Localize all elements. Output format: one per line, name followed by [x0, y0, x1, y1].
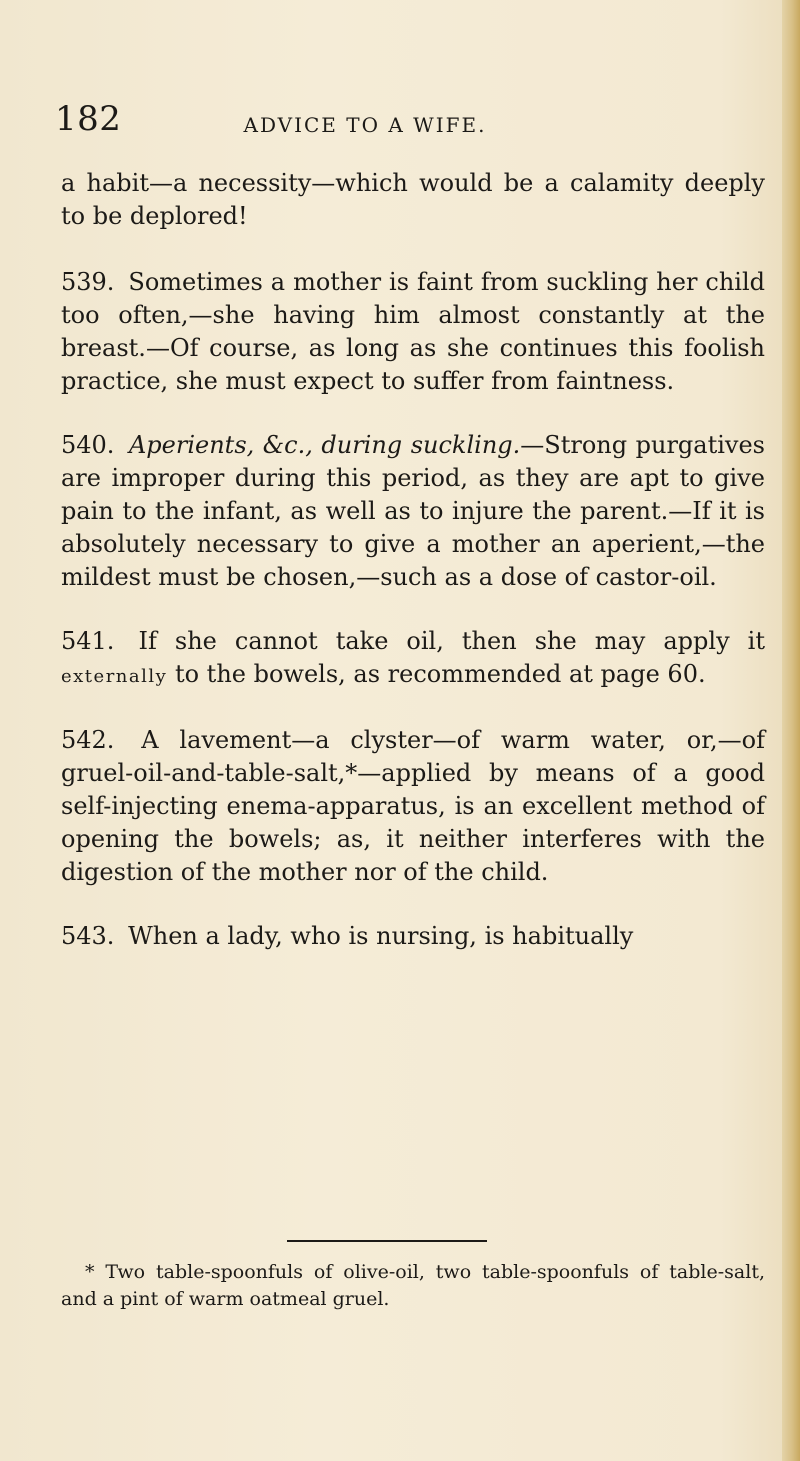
- paragraph-text: When a lady, who is nursing, is habitually: [128, 922, 634, 950]
- paragraph-541: [61, 625, 765, 693]
- page-gutter-edge: [782, 0, 800, 1461]
- paragraph-number: 542.: [61, 726, 115, 754]
- paragraph-number: 541.: [61, 627, 115, 655]
- page-number: 182: [55, 99, 122, 139]
- paragraph-number: 539.: [61, 268, 115, 296]
- body-text: [61, 167, 765, 984]
- footnote-divider: [287, 1240, 487, 1242]
- running-title: ADVICE TO A WIFE.: [243, 113, 487, 137]
- paragraph-continuation-text: a habit—a necessity—which would be a calamity deeply to be deplored!: [61, 169, 765, 230]
- paragraph-542: [61, 724, 765, 889]
- paragraph-text: Sometimes a mother is faint from suckling her child too often,—she having him almost constantly at the breast.—Of course, as long as she continues this foolish practice, she must expect to suffer from faintness.: [61, 268, 765, 395]
- paragraph-continuation: [61, 167, 765, 233]
- paragraph-text-before: If she cannot take oil, then she may apply it: [138, 627, 765, 655]
- footnote: [61, 1259, 765, 1313]
- paragraph-543: [61, 920, 765, 953]
- paragraph-539: [61, 266, 765, 398]
- footnote-text: Two table-spoonfuls of olive-oil, two table-spoonfuls of table-salt, and a pint of warm oatmeal gruel.: [61, 1261, 765, 1310]
- paragraph-title: Aperients, &c., during suckling.: [128, 431, 521, 459]
- page-header: [55, 96, 765, 146]
- paragraph-number: 540.: [61, 431, 115, 459]
- paragraph-number: 543.: [61, 922, 115, 950]
- paragraph-text: A lavement—a clyster—of warm water, or,—of gruel-oil-and-table-salt,*—applied by means of a good self-injecting enema-apparatus, is an excellent method of opening the bowels; as, it neither interferes with the digestion of the mother nor of the child.: [61, 726, 765, 886]
- emphasis-word: externally: [61, 666, 168, 687]
- paragraph-text: —Strong purgatives are improper during this period, as they are apt to give pain to the infant, as well as to injure the parent.—If it is absolutely necessary to give a mother an aperient,—the mildest must be chosen,—such as a dose of castor-oil.: [61, 431, 765, 591]
- footnote-marker: *: [85, 1261, 95, 1283]
- paragraph-540: [61, 429, 765, 594]
- paragraph-text-after: to the bowels, as recommended at page 60.: [174, 660, 706, 688]
